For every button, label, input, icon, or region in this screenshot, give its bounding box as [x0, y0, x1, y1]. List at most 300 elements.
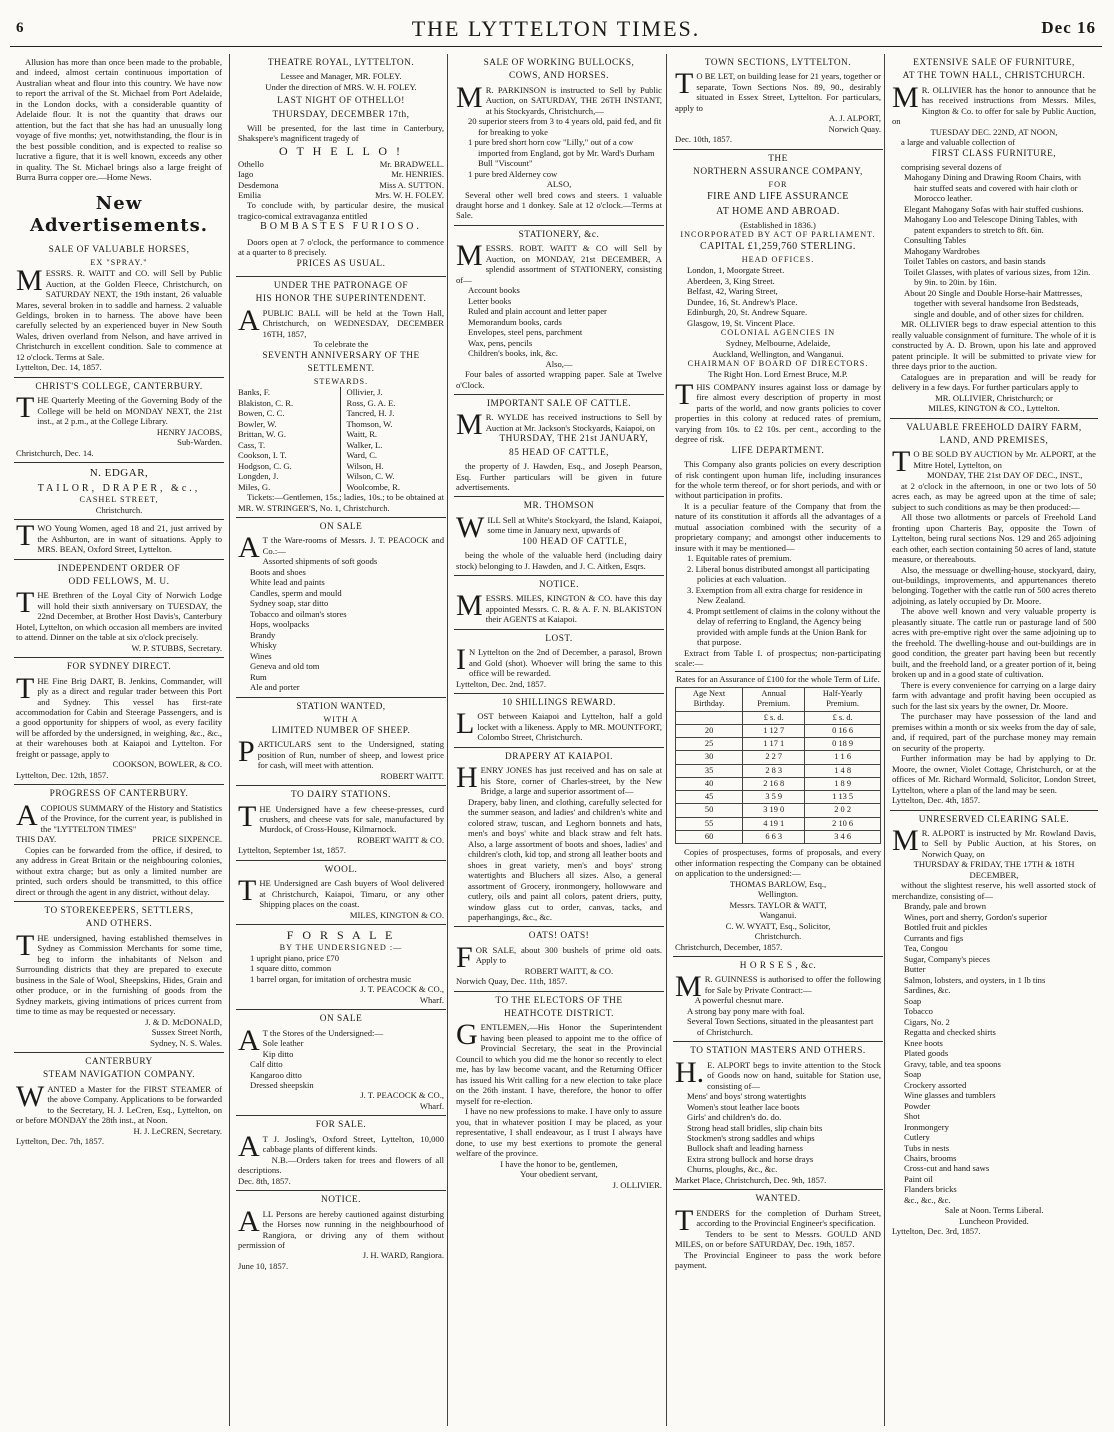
table-cell: 3 19 0 [743, 804, 805, 817]
ad-body: TWO Young Women, aged 18 and 21, just arrived by the Ashburton, are in want of situations. Apply to MRS. BEAN, Oxford Street, Lyttelton. [16, 519, 222, 555]
ad-heading: PROGRESS OF CANTERBURY. [49, 789, 189, 800]
list-item: Butter [904, 964, 926, 975]
list-item: Tea, Congou [904, 943, 948, 954]
ad-signature: A. J. ALPORT, [828, 113, 881, 124]
list-item: 1 upright piano, price £70 [250, 952, 340, 963]
ad-heading: HIS HONOR THE SUPERINTENDENT. [255, 294, 427, 305]
table-cell: 0 18 9 [805, 738, 881, 751]
ad-heading: STATIONERY, &c. [518, 229, 600, 240]
ad-body: TENDERS for the completion of Durham Street, according to the Provincial Engineer's specification. [675, 1203, 881, 1237]
ad-heading: NOTICE. [321, 1195, 361, 1206]
ad-line: Under the direction of MRS. W. H. FOLEY. [265, 81, 417, 92]
steward-name: Hodgson, C. G. [238, 460, 292, 471]
ad-heading: N. EDGAR, [89, 467, 149, 480]
steward-name: Woolcombe, R. [346, 481, 400, 492]
drop-cap: M [456, 80, 483, 114]
ad-station [236, 698, 446, 787]
ad-signature: J. OLLIVIER. [612, 1179, 662, 1190]
ad-body: It is a peculiar feature of the Company that from the nature of its constitution it affords all the advantages of a mutual association combined with the security of a proprietary company; and amongst other inducements to insure with it may be mentioned— [675, 500, 881, 553]
steward-name: Waitt, R. [346, 429, 378, 440]
ad-signature: ROBERT WAITT & CO. [357, 834, 444, 845]
ad-signature: MILES, KINGTON & CO., Lyttelton. [928, 403, 1060, 414]
ad-subheading: FOR [768, 180, 788, 190]
ad-body: Also, the messuage or dwelling-house, stockyard, dairy, out-buildings, improvements, and appurtenances thereto belonging. Together with the cattle run of 500 acres thereto adjoining, as lately occupied by Dr. Moore. [892, 564, 1096, 606]
ad-line: Also,— [545, 358, 573, 369]
table-cell: 60 [676, 830, 743, 843]
list-item: Memorandum books, cards [468, 316, 562, 327]
steward-name: Wilson, C. W. [346, 471, 395, 482]
ad-line: TUESDAY DEC. 22ND, AT NOON, [930, 126, 1058, 137]
office-item: Dundee, 16, St. Andrew's Place. [687, 296, 798, 307]
list-item: Powder [904, 1100, 931, 1111]
ad-signature: W. P. STUBBS, Secretary. [131, 642, 222, 653]
ad-subheading: CHAIRMAN OF BOARD OF DIRECTORS. [687, 359, 869, 369]
table-cell: 2 8 3 [743, 764, 805, 777]
ad-body: being the whole of the valuable herd (including dairy stock) belonging to J. Hawden, and J. C. Aitken, Esqrs. [456, 550, 662, 571]
ad-clearing-sale [890, 811, 1098, 1241]
agent-item: Christchurch. [754, 931, 802, 942]
rates-subheader [676, 711, 743, 724]
list-item: Children's books, ink, &c. [468, 348, 558, 359]
table-cell: 20 [676, 724, 743, 737]
ad-ball [236, 277, 446, 518]
ad-cattle [454, 395, 664, 497]
ad-horses [14, 241, 224, 378]
table-cell: 35 [676, 764, 743, 777]
ad-signature: HENRY JACOBS, [156, 426, 222, 437]
list-item: Elegant Mahogany Sofas with hair stuffed cushions. [904, 203, 1084, 214]
ad-body: M R. ALPORT is instructed by Mr. Rowland Davis, to Sell by Public Auction, at his Stores, on Norwich Quay, on [892, 823, 1096, 859]
ad-oddfellows [14, 560, 224, 659]
ad-heading: STATION WANTED, [296, 701, 386, 712]
list-item: Chairs, brooms [904, 1152, 957, 1163]
item-list [238, 1038, 444, 1090]
list-item: Stockmen's strong saddles and whips [687, 1132, 815, 1143]
item-list [456, 116, 662, 179]
ad-heading: HEATHCOTE DISTRICT. [503, 1009, 615, 1020]
table-row [676, 724, 881, 737]
news-item [14, 54, 224, 187]
ad-heading: LIMITED NUMBER OF SHEEP. [271, 725, 411, 736]
ad-heading: VALUABLE FREEHOLD DAIRY FARM, [906, 422, 1082, 433]
drop-cap: T [16, 928, 35, 962]
ad-body: A T the Ware-rooms of Messrs. J. T. PEACOCK and Co.:— [238, 531, 444, 565]
steward-name: Thomson, W. [346, 418, 393, 429]
ad-body: Copies can be forwarded from the office, if desired, to any address in Great Britain or the neighbouring colonies, without extra charge; but as only a limited number are printed, such orders should be transmitted, to this office direct or through the agent in any district, without delay. [16, 844, 222, 897]
rule [675, 671, 881, 672]
ad-subheading: COLONIAL AGENCIES IN [720, 328, 836, 338]
ad-body: M R. WYLDE has received instructions to Sell by Auction at Mr. Jackson's Stockyards, Kaiapoi, on [456, 408, 662, 442]
ad-body: I have no new professions to make. I have only to assure you, that in whatever position I may be placed, as your representative, I shall endeavour, as I trust I always have done, to use my best exertions to promote the general welfare of the province. [456, 1106, 662, 1159]
ad-heading: STEAM NAVIGATION COMPANY. [42, 1070, 196, 1081]
cast-actor: Mr. BRADWELL. [379, 158, 444, 169]
benefit-list [675, 553, 881, 647]
drop-cap: M [675, 970, 702, 1004]
ad-line: The Right Hon. Lord Ernest Bruce, M.P. [708, 369, 848, 380]
table-row [676, 830, 881, 843]
ad-body: A T the Stores of the Undersigned:— [238, 1023, 384, 1057]
steward-name: Wilson, H. [346, 460, 384, 471]
ad-line [16, 834, 222, 844]
ad-heading: FIRE AND LIFE ASSURANCE [707, 191, 849, 203]
drop-cap: A [238, 303, 260, 337]
table-cell: 2 2 7 [743, 751, 805, 764]
list-item: Envelopes, steel pens, parchment [468, 327, 583, 338]
ad-heading: THURSDAY, THE 21st JANUARY, [499, 434, 649, 445]
ad-signature: COOKSON, BOWLER, & CO. [112, 759, 222, 770]
agency-list [675, 338, 881, 359]
ad-body: Tenders to be sent to Messrs. GOULD AND MILES, on or before SATURDAY, Dec. 19th, 1857. [675, 1228, 881, 1250]
ad-body: the property of J. Hawden, Esq., and Joseph Pearson, Esq. Further particulars will be given in future advertisements. [456, 461, 662, 492]
list-item: Account books [468, 285, 520, 296]
list-item: Mahogany Dining and Drawing Room Chairs, with hair stuffed seats and covered with hair cloth or Morocco leather. [904, 172, 1081, 204]
ad-heading: ON SALE [319, 1014, 363, 1025]
list-item: Wax, pens, pencils [468, 337, 533, 348]
drop-cap: F [456, 940, 473, 974]
ad-date: Market Place, Christchurch, Dec. 9th, 1857. [675, 1174, 827, 1185]
ad-heading: TO STOREKEEPERS, SETTLERS, [44, 906, 194, 917]
list-item: A strong bay pony mare with foal. [687, 1005, 805, 1016]
list-item: Bottled fruit and pickles [904, 922, 988, 933]
list-item: Crockery assorted [904, 1079, 967, 1090]
list-item: Wine glasses and tumblers [904, 1090, 996, 1101]
ad-body: comprising several dozens of [901, 161, 1002, 172]
ad-wanted [673, 1190, 883, 1274]
list-item: Strong head stall bridles, slip chain bits [687, 1122, 823, 1133]
list-item: Sole leather [262, 1038, 304, 1049]
ad-body: WILL Sell at White's Stockyard, the Island, Kaiapoi, some time in January next, upwards of [456, 510, 662, 544]
cast-role: Desdemona [238, 179, 279, 190]
item-list [675, 1091, 881, 1175]
ad-heading: TOWN SECTIONS, LYTTELTON. [704, 58, 852, 68]
ad-date: Lyttelton, Dec. 2nd, 1857. [456, 678, 546, 689]
list-item: White lead and paints [250, 577, 325, 588]
ad-heading: TO THE ELECTORS OF THE [495, 995, 623, 1006]
ad-body: a large and valuable collection of [901, 137, 1016, 148]
ad-body: THE Fine Brig DART, B. Jenkins, Commander, will ply as a direct and regular trader between this Port and Sydney. This vessel has first-rate accommodation for Cabin and Steerage Passengers, and is a good opportunity for shippers of wool, as every facility will be afforded by the undersigned, in weighing, &c., &c., at their warehouses both at Kaiapoi and Lyttelton. For freight or passage, apply to [16, 671, 222, 759]
ad-heading: ON SALE [319, 522, 363, 532]
ad-heading: SALE OF VALUABLE HORSES, [48, 244, 190, 255]
ad-bullocks [454, 54, 664, 226]
ad-subheading: HEAD OFFICES. [741, 255, 815, 265]
ad-women [14, 520, 224, 559]
ad-body: The above well known and very valuable property is pleasantly situate. The cattle run or pasturage land of 500 acres with pre-emptive right over the same adjoining up to the freehold. The dwelling-house and out-buildings are in good condition, the greater part having been but recently built, and the freehold land, or a greater portion of it, being broken up and in a good state of cultivation. [892, 606, 1096, 680]
ad-subheading: STEWARDS. [313, 377, 369, 387]
steward-name: Cookson, I. T. [238, 450, 287, 461]
list-item: Tubs in nests [904, 1142, 950, 1153]
ad-heading: AT THE TOWN HALL, CHRISTCHURCH. [902, 71, 1086, 82]
list-item: Ironmongery [904, 1121, 949, 1132]
cast-table [238, 159, 444, 201]
agency-item: Sydney, Melbourne, Adelaide, [725, 338, 831, 349]
ad-body: Catalogues are in preparation and will be ready for delivery in a few days. For further particulars apply to [892, 371, 1096, 393]
drop-cap: T [675, 67, 694, 101]
ad-heading: CHRIST'S COLLEGE, CANTERBURY. [35, 381, 203, 392]
ad-heading: NORTHERN ASSURANCE COMPANY, [693, 167, 863, 178]
drop-cap: T [238, 799, 257, 833]
ad-line: Sale at Noon. Terms Liberal. [944, 1205, 1044, 1216]
ad-subheading: EX "SPRAY." [90, 258, 148, 268]
table-row [676, 804, 881, 817]
list-item: &c., &c., &c. [904, 1194, 951, 1205]
ad-subheading: WITH A [323, 714, 359, 724]
ad-body: M R. OLLIVIER has the honor to announce that he has received instructions from Messrs. Miles, Kington & Co. to offer for sale by Public Auction, on [892, 80, 1096, 127]
rates-header: Annual Premium. [743, 688, 805, 712]
list-item: 1 pure bred short horn cow "Lilly," out of a cow imported from England, got by Mr. Ward's Durham Bull "Viscount" [468, 137, 655, 169]
benefit-item: 1. Equitable rates of premium. [687, 553, 792, 564]
list-item: Sydney soap, star ditto [250, 598, 329, 609]
ad-signature: ROBERT WAITT, & CO. [524, 965, 614, 976]
table-row [676, 738, 881, 751]
column-rule [229, 54, 230, 1426]
ad-body: APUBLIC BALL will be held at the Town Hall, Christchurch, on WEDNESDAY, DECEMBER 16TH, 1857, [238, 303, 444, 339]
ad-city: Christchurch. [95, 504, 143, 515]
list-item: Sardines, &c. [904, 985, 951, 996]
ad-heading: THEATRE ROYAL, LYTTELTON. [267, 58, 415, 68]
table-cell: 2 16 8 [743, 777, 805, 790]
steward-name: Tancred, H. J. [346, 408, 395, 419]
table-cell: 45 [676, 791, 743, 804]
steward-name: Brittan, W. G. [238, 429, 286, 440]
ad-signature: Sussex Street North, [151, 1027, 222, 1038]
page-number: 6 [16, 20, 24, 36]
ad-reward [454, 694, 664, 748]
rates-subheader: £ s. d. [805, 711, 881, 724]
ad-body: The purchaser may have possession of the land and premises within a month or six weeks from the day of sale, and, if required, part of the purchase money may remain on security of the property. [892, 711, 1096, 753]
table-row [676, 764, 881, 777]
steward-name: Walker, L. [346, 439, 383, 450]
steward-name: Ward, C. [346, 450, 378, 461]
ad-body: MESSRS. R. WAITT and CO. will Sell by Public Auction, at the Golden Fleece, Christchurch, on SATURDAY NEXT, the 19th instant, 26 valuable Mares, several broken in to saddle and harness. 2 valuable Geldings, broken in to harness. The above have been carefully selected by an experienced buyer in New South Wales, driven overland from Nelson, and have arrived in Christchurch in excellent condition. Sale to commence at 12 o'clock. Terms at Sale. [16, 264, 222, 362]
list-item: Plated goods [904, 1048, 949, 1059]
ad-wool [236, 861, 446, 925]
ad-body: M R. PARKINSON is instructed to Sell by Public Auction, on SATURDAY, THE 26TH INSTANT, at his Stockyards, Christchurch,— [456, 80, 662, 116]
table-row [676, 777, 881, 790]
ad-body: Drapery, baby linen, and clothing, carefully selected for the summer season, and ladies' and children's white and colored straw, tuscan, and Leghorn bonnets and hats, men's and boys' white and black straw and felt hats. Also, a large assortment of boots and shoes, ladies' and children's cloth, kid top, and strong all leather boots and shoes in great variety, men's and boys' strong watertights and Bluchers all sizes. Also, a general assortment of Grocery, ironmongery, hollowware and cutlery, oils and paint all colors, patent driers, putty, window glass cut to order, canvas, tacks, and paperhangings, &c., &c. [468, 796, 662, 922]
drop-cap: W [456, 510, 485, 544]
rates-subheader: £ s. d. [743, 711, 805, 724]
ad-drapery [454, 748, 664, 928]
item-list [892, 172, 1096, 319]
ad-heading: OATS! OATS! [528, 931, 590, 942]
cast-actor: Mr. HENRIES. [391, 169, 444, 180]
list-item: Cigars, No. 2 [904, 1016, 950, 1027]
list-item: Women's stout leather lace boots [687, 1101, 800, 1112]
list-item: Churns, ploughs, &c., &c. [687, 1164, 778, 1175]
table-cell: 1 8 9 [805, 777, 881, 790]
ad-heading: IMPORTANT SALE OF CATTLE. [486, 399, 632, 410]
table-cell: 1 4 8 [805, 764, 881, 777]
ad-body: ALL Persons are hereby cautioned against disturbing the Horses now running in the neighbourhood of Rangiora, or driving any of them without permission of [238, 1204, 444, 1250]
news-text: Allusion has more than once been made to the probable, and indeed, almost certain continuous importation of Australian wheat and flour into this country. We have now to report the arrival of the St. Michael from Port Adelaide, in the London docks, with a considerable quantity of Adelaide flour. It is not the quantity that draws our attention, but the fact that she has had an unusually long voyage of five months; yet, notwithstanding, the flour is in the best possible condition, and is expected to realise so lucrative a figure, that it is well known, exceeds any other in quality. The St. Michael brings also a large freight of Burra Burra copper ore.—Home News. [16, 57, 222, 183]
list-item: Kip ditto [262, 1048, 294, 1059]
ad-body: Further information may be had by applying to Dr. Moore, the owner, Violet Cottage, Christchurch, or at the offices of Mr. Richard Wormald, Solicitor, London Street, Lyttelton, where a plan of the land may be seen. [892, 753, 1096, 795]
ad-body: THE Undersigned have a few cheese-presses, curd crushers, and cheese vats for sale, manufactured by Murdock, of Cross-House, Kilmarnock. [238, 799, 444, 835]
list-item: Mahogany Wardrobes [904, 245, 980, 256]
ad-thomson [454, 497, 664, 576]
list-item: A powerful chesnut mare. [694, 995, 784, 1006]
list-item: Dressed sheepskin [250, 1080, 314, 1090]
list-item: Salmon, lobsters, and oysters, in 1 lb tins [904, 974, 1046, 985]
steward-name: Blakiston, C. R. [238, 397, 294, 408]
column-4 [673, 54, 883, 1426]
cast-role: Emilia [238, 190, 261, 200]
ad-heading: CANTERBURY [85, 1057, 153, 1068]
ad-dairy-farm [890, 419, 1098, 811]
steward-name: Bowler, W. [238, 418, 277, 429]
ad-signature: Sydney, N. S. Wales. [150, 1037, 222, 1048]
ad-northern-assurance [673, 150, 883, 957]
office-item: Aberdeen, 3, King Street. [687, 275, 775, 286]
ad-body: MESSRS. MILES, KINGTON & CO. have this day appointed Messrs. C. R. & A. F. N. BLAKISTON their AGENTS at Kaiapoi. [456, 589, 662, 625]
list-item: Paint oil [904, 1173, 933, 1184]
ad-body: ACOPIOUS SUMMARY of the History and Statistics of the Province, for the current year, is published in the "LYTTELTON TIMES" [16, 798, 222, 834]
ad-forsale [236, 925, 446, 1010]
ad-body: This Company also grants policies on every description of risk contingent upon human life, including insurances for the whole term thereof, or for short periods, and with or without participation in profits. [675, 459, 881, 501]
drop-cap: M [456, 408, 483, 442]
list-item: Knee boots [904, 1037, 943, 1048]
ad-date: Lyttelton, Dec. 12th, 1857. [16, 769, 109, 780]
table-row [676, 751, 881, 764]
list-item: Brandy [250, 629, 276, 640]
ad-heading: AT HOME AND ABROAD. [716, 205, 840, 217]
ad-body: THE Quarterly Meeting of the Governing Body of the College will be held on MONDAY NEXT, the 21st inst., at 2 p.m., at the College Library. [16, 391, 222, 427]
list-item: Mahogany Loo and Telescope Dining Tables, with patent expanders to stretch to 8ft. 6in. [904, 214, 1078, 235]
ad-signature: ROBERT WAITT. [380, 770, 444, 781]
rates-table [675, 687, 881, 844]
table-cell: 2 0 2 [805, 804, 881, 817]
ad-notice [236, 1191, 446, 1275]
drop-cap: M [892, 823, 919, 857]
drop-cap: L [456, 707, 475, 741]
issue-date: Dec 16 [1041, 18, 1096, 37]
steward-name: Cass, T. [238, 439, 266, 450]
ad-heading: WOOL. [324, 864, 358, 875]
ad-body: LOST between Kaiapoi and Lyttelton, half a gold locket with a likeness. Apply to MR. MOUNTFORT, Colombo Street, Christchurch. [456, 707, 662, 743]
steward-name: Bowen, C. C. [238, 408, 285, 419]
ad-heading: NOTICE. [539, 580, 579, 591]
ad-body: Several other well bred cows and steers. 1 valuable draught horse and 1 donkey. Sale at 12 o'clock.—Terms at Sale. [456, 189, 662, 221]
item-list [456, 285, 662, 358]
drop-cap: T [675, 377, 694, 411]
drop-cap: A [238, 531, 260, 565]
list-item: Assorted shipments of soft goods [262, 556, 378, 567]
steward-name: Miles, G. [238, 481, 271, 492]
office-list [675, 265, 881, 328]
table-cell: 30 [676, 751, 743, 764]
ad-date: Dec. 10th, 1857. [675, 134, 733, 145]
list-item: Wines [250, 650, 272, 661]
column-rule [447, 54, 448, 1426]
office-item: Glasgow, 19, St. Vincent Place. [687, 317, 796, 328]
list-item: Wines, port and sherry, Gordon's superior [904, 911, 1048, 922]
cast-role: Othello [238, 158, 264, 169]
agent-item: Wellington. [757, 889, 799, 900]
ad-heading: TO STATION MASTERS AND OTHERS. [690, 1046, 866, 1057]
ad-signature: J. T. PEACOCK & CO., [360, 984, 444, 995]
drop-cap: T [16, 391, 35, 425]
ad-line: Rates for an Assurance of £100 for the whole Term of Life. [676, 673, 880, 684]
ad-heading: ODD FELLOWS, M. U. [68, 576, 170, 587]
table-cell: 1 1 6 [805, 751, 881, 764]
ad-signature: MILES, KINGTON & CO. [349, 909, 444, 920]
list-item: Consulting Tables [904, 235, 967, 246]
list-item: Soap [904, 1069, 922, 1080]
list-item: Currants and figs [904, 932, 964, 943]
list-item: Hops, woolpacks [250, 619, 310, 630]
benefit-item: 4. Prompt settlement of claims in the colony without the delay of referring to England, the Agency being provided with ample funds at the Union Bank for that purpose. [687, 605, 881, 648]
steward-name: Ollivier, J. [346, 387, 383, 398]
ad-oats [454, 927, 664, 991]
list-item: 1 barrel organ, for imitation of orchestra music [250, 973, 412, 984]
office-item: London, 1, Moorgate Street. [687, 265, 785, 276]
list-item: Cross-cut and hand saws [904, 1163, 990, 1174]
list-item: Whisky [250, 640, 277, 651]
ad-body: MESSRS. ROBT. WAITT & CO will Sell by Auction, on MONDAY, 21st DECEMBER, A splendid assortment of STATIONERY, consisting of— [456, 239, 662, 285]
rates-header: Half-Yearly Premium. [805, 688, 881, 712]
table-cell: 3 5 9 [743, 791, 805, 804]
agent-item: THOMAS BARLOW, Esq., [729, 878, 827, 889]
ad-cabbage [236, 1116, 446, 1191]
ad-body: HENRY JONES has just received and has on sale at his Store, corner of Charles-street, by the New Bridge, a large and superior assortment of— [456, 761, 662, 797]
column-1 [14, 54, 224, 1426]
drop-cap: M [16, 264, 43, 298]
list-item: Boots and shoes [250, 566, 306, 577]
ad-stationery [454, 226, 664, 395]
newspaper-title: THE LYTTELTON TIMES. [411, 16, 701, 41]
ad-electors [454, 992, 664, 1194]
drop-cap: M [892, 80, 919, 114]
ad-heading: LAST NIGHT OF OTHELLO! [277, 96, 405, 107]
ad-heading: LIFE DEPARTMENT. [731, 445, 825, 456]
ad-steam [14, 1053, 224, 1151]
item-list [238, 556, 444, 692]
list-item: 1 square ditto, common [250, 963, 332, 974]
ad-line: THURSDAY & FRIDAY, THE 17TH & 18TH DECEMBER, [913, 859, 1075, 880]
ad-signature: MR. OLLIVIER, Christchurch; or [935, 392, 1053, 403]
steward-name: Longden, J. [238, 471, 279, 482]
ad-heading: FOR SALE. [315, 1120, 367, 1131]
ad-body: without the slightest reserve, his well assorted stock of merchandize, consisting of— [892, 880, 1096, 901]
drop-cap: T [16, 519, 35, 553]
ad-body: I N Lyttelton on the 2nd of December, a parasol, Brown and Gold (shot). Whoever will bring the same to this office will be rewarded. [456, 643, 662, 679]
ad-line: MONDAY, THE 21st DAY OF DEC., INST., [926, 470, 1083, 481]
ad-signature: J. H. WARD, Rangiora. [362, 1250, 444, 1261]
table-cell: 0 16 6 [805, 724, 881, 737]
ad-body: FOR SALE, about 300 bushels of prime old oats. Apply to [456, 940, 662, 974]
list-item: Tobacco [904, 1006, 933, 1017]
ad-heading: COWS, AND HORSES. [509, 71, 609, 82]
ad-date: June 10, 1857. [238, 1260, 289, 1271]
ad-body: MR. OLLIVIER begs to draw especial attention to this really valuable consignment of furniture. The whole of it is constructed by A. D. Brown, upon his late and approved patent principle. It will be submitted to private view for three days prior to the auction. [892, 319, 1096, 372]
ad-line: Lessee and Manager, MR. FOLEY. [280, 71, 402, 82]
ad-date: Christchurch, December, 1857. [675, 941, 783, 952]
agent-item: Messrs. TAYLOR & WATT, [729, 899, 827, 910]
ad-sydney [14, 658, 224, 785]
ad-body: THIS COMPANY insures against loss or damage by fire almost every description of property in most parts of the world, and now grants policies to cover properties in this colony at reduced rates of premium, varying from 10s. to £2 10s. per cent., according to the degree of risk. [675, 377, 881, 445]
ad-subheading: INCORPORATED BY ACT OF PARLIAMENT. [680, 230, 876, 240]
list-item: Girls' and children's do. do. [687, 1112, 782, 1123]
ad-heading: UNDER THE PATRONAGE OF [273, 280, 409, 291]
ad-date: Dec. 8th, 1857. [238, 1175, 291, 1186]
ad-heading: FOR SYDNEY DIRECT. [66, 662, 172, 673]
ad-body: N.B.—Orders taken for trees and flowers of all descriptions. [238, 1154, 444, 1176]
ad-price: PRICE SIXPENCE. [152, 834, 222, 845]
ad-body: Four bales of assorted wrapping paper. Sale at Twelve o'Clock. [456, 369, 662, 390]
ad-college [14, 378, 224, 463]
ad-signature: J. & D. McDONALD, [145, 1016, 222, 1027]
column-3 [454, 54, 664, 1426]
